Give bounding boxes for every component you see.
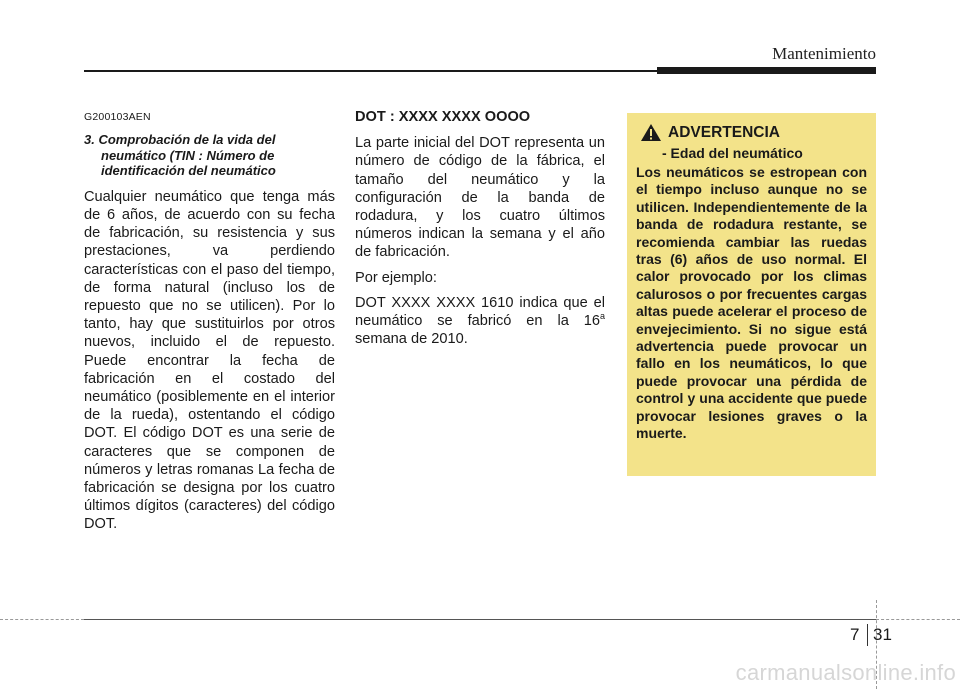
dot-paragraph-3 [355,294,605,349]
warning-header [640,123,867,142]
ordinal-superscript: a [599,311,605,322]
warning-title: ADVERTENCIA [668,123,780,141]
watermark-text: carmanualsonline.info [735,660,956,685]
warning-triangle-icon [640,123,662,142]
dot-example-end: semana de 2010. [355,331,468,348]
warning-subtitle: - Edad del neumático [662,145,803,161]
footer-dash-left [0,619,84,620]
warning-body: Los neumáticos se estropean con el tiempo incluso aunque no se utilicen. Independientemente de la banda de rodadura restante, se recomienda cambiar las ruedas tras (6) años de uso normal. El calor provocado por los climas calurosos o por frecuentes cargas altas puede acelerar el proceso de envejecimiento. Si no sigue está advertencia puede provocar un fallo en los neumáticos, lo que puede provocar una pérdida de control y una accidente que puede provocar lesiones graves o la muerte. [636,164,867,442]
warning-box [627,113,876,476]
header-title: Mantenimiento [772,44,876,63]
page-number-separator [867,624,868,646]
dot-heading: DOT : XXXX XXXX OOOO [355,109,531,125]
middle-column [355,108,605,355]
chapter-number: 7 [850,625,860,644]
footer-dash-right [876,619,960,620]
left-column [84,108,335,534]
dot-paragraph-1: La parte inicial del DOT representa un número de código de la fábrica, el tamaño del neumático y la configuración de la banda de rodadura, y los cuatro últimos números indican la semana y el año de fabricación. [355,135,605,261]
header-rule-thick [657,67,876,74]
header-rule-thin [84,70,657,72]
section-subheading: 3. Comprobación de la vida del neumático (TIN : Número de identificación del neumático [84,132,276,179]
page-number: 31 [873,625,892,644]
dot-paragraph-2: Por ejemplo: [355,269,437,286]
footer-rule [84,619,876,620]
section-code: G200103AEN [84,111,151,123]
dot-example-text: DOT XXXX XXXX 1610 indica que el neumático se fabricó en la 16 [355,294,605,330]
left-body-text: Cualquier neumático que tenga más de 6 años, de acuerdo con su fecha de fabricación, su resistencia y sus prestaciones, va perdiendo características con el paso del tiempo, de forma natural (incluso los de repuesto que no se utilicen). Por lo tanto, hay que sustituirlos por otros nuevos, incluido el de repuesto. Puede encontrar la fecha de fabricación en el costado del neumático (posiblemente en el interior de la rueda), ostentando el código DOT. El código DOT es una serie de caracteres que se componen de números y letras romanas La fecha de fabricación se designa por los cuatro últimos dígitos (caracteres) del código DOT. [84,188,335,533]
